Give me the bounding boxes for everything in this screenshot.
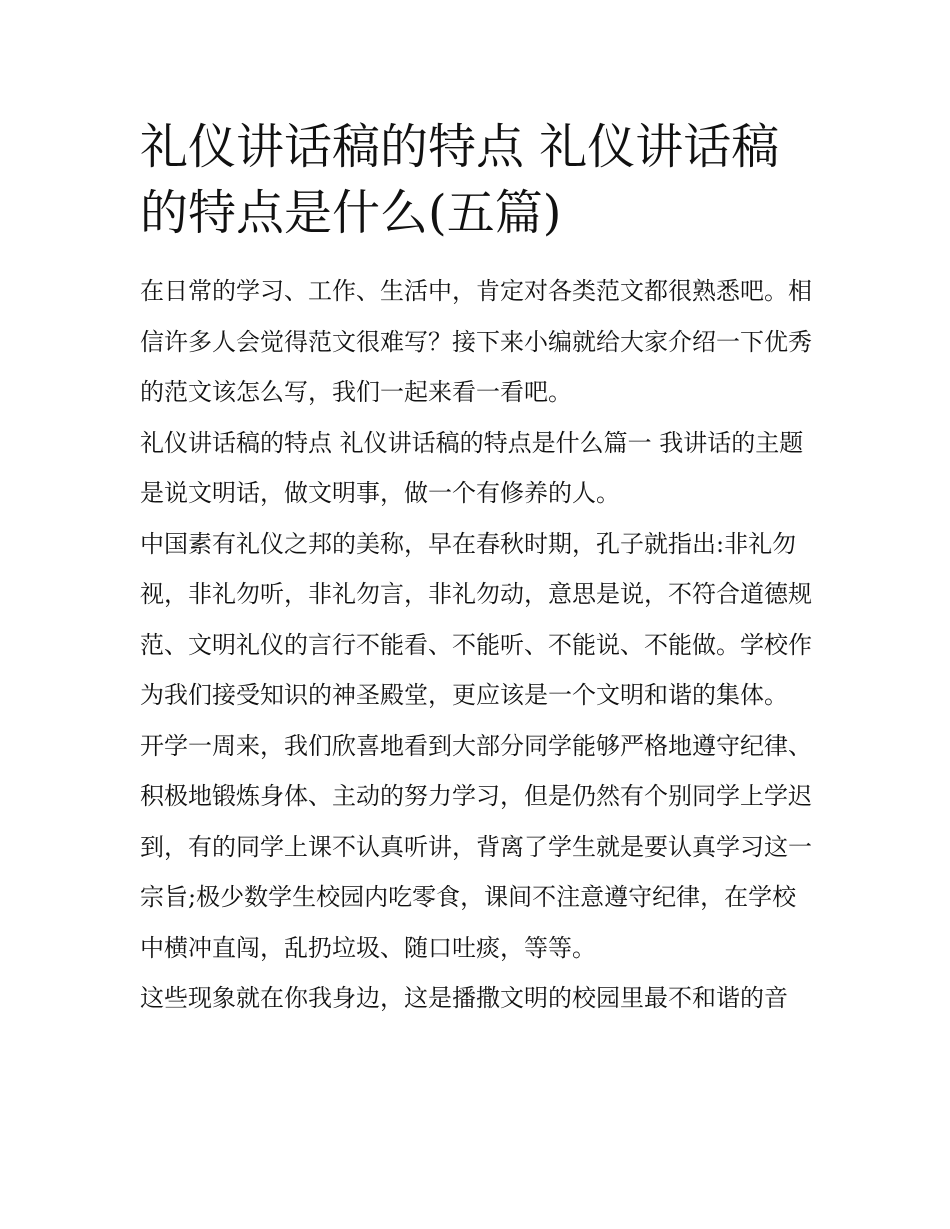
paragraph-intro: 在日常的学习、工作、生活中，肯定对各类范文都很熟悉吧。相信许多人会觉得范文很难写？接下来小编就给大家介绍一下优秀的范文该怎么写，我们一起来看一看吧。 — [140, 277, 812, 406]
document-content — [140, 114, 812, 1024]
document-body — [140, 266, 812, 1024]
document-title-line-1: 礼仪讲话稿的特点 礼仪讲话稿 — [140, 119, 780, 175]
paragraph-topic: 礼仪讲话稿的特点 礼仪讲话稿的特点是什么篇一 我讲话的主题是说文明话，做文明事，做一个有修养的人。 — [140, 428, 804, 507]
paragraph-etiquette: 中国素有礼仪之邦的美称，早在春秋时期，孔子就指出:非礼勿视，非礼勿听，非礼勿言，非礼勿动，意思是说，不符合道德规范、文明礼仪的言行不能看、不能听、不能说、不能做。学校作为我们接受知识的神圣殿堂，更应该是一个文明和谐的集体。 — [140, 529, 812, 709]
document-title-line-2: 的特点是什么(五篇) — [140, 185, 562, 241]
paragraph-observations: 开学一周来，我们欣喜地看到大部分同学能够严格地遵守纪律、积极地锻炼身体、主动的努力学习，但是仍然有个别同学上学迟到，有的同学上课不认真听讲，背离了学生就是要认真学习这一宗旨;极少数学生校园内吃零食，课间不注意遵守纪律，在学校中横冲直闯，乱扔垃圾、随口吐痰，等等。 — [140, 731, 812, 962]
paragraph-conclusion: 这些现象就在你我身边，这是播撒文明的校园里最不和谐的音 — [140, 984, 788, 1012]
document-title — [140, 114, 812, 246]
